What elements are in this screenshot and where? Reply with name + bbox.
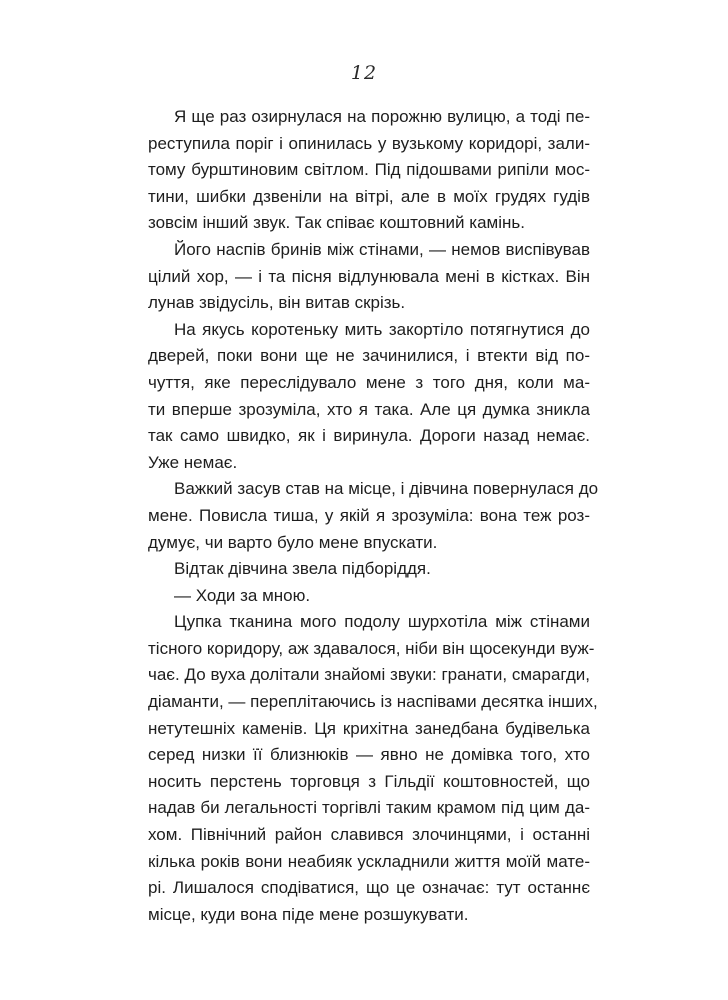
text-line: носить перстень торговця з Гільдії коштовностей, що <box>148 771 590 791</box>
text-line: зовсім інший звук. Так співає коштовний камінь. <box>148 213 525 233</box>
page-number: 12 <box>350 62 378 84</box>
text-line: думує, чи варто було мене впускати. <box>148 532 438 552</box>
text-line: надав би легальності торгівлі таким крамом під цим да- <box>148 798 590 818</box>
body-text <box>148 104 599 928</box>
text-line: — Ходи за мною. <box>174 585 311 605</box>
text-line: Важкий засув став на місце, і дівчина повернулася до <box>174 479 599 499</box>
text-line: реступила поріг і опинилась у вузькому коридорі, зали- <box>148 133 590 153</box>
paragraph <box>148 237 590 317</box>
text-line: лунав звідусіль, він витав скрізь. <box>148 293 406 313</box>
text-line: Відтак дівчина звела підборіддя. <box>174 559 431 579</box>
paragraph <box>148 476 599 556</box>
text-line: хом. Північний район славився злочинцями, і останні <box>148 825 590 845</box>
paragraph <box>148 583 590 610</box>
text-line: дверей, поки вони ще не зачинилися, і втекти від по- <box>148 346 590 366</box>
text-line: На якусь коротеньку мить закортіло потягнутися до <box>174 319 590 339</box>
text-line: ти вперше зрозуміла, хто я така. Але ця думка зникла <box>148 399 590 419</box>
text-line: так само швидко, як і виринула. Дороги назад немає. <box>148 426 590 446</box>
text-line: кілька років вони неабияк ускладнили життя моїй мате- <box>148 851 590 871</box>
text-line: мене. Повисла тиша, у якій я зрозуміла: вона теж роз- <box>148 505 590 525</box>
paragraph <box>148 317 590 477</box>
text-line: Цупка тканина мого подолу шурхотіла між стінами <box>174 612 590 632</box>
text-line: нетутешніх каменів. Ця крихітна занедбана будівелька <box>148 718 590 738</box>
text-line: Його наспів бринів між стінами, — немов виспівував <box>174 239 590 259</box>
text-line: місце, куди вона піде мене розшукувати. <box>148 904 469 924</box>
text-line: цілий хор, — і та пісня відлунювала мені в кістках. Він <box>148 266 590 286</box>
text-line: тини, шибки дзвеніли на вітрі, але в моїх грудях гудів <box>148 186 590 206</box>
paragraph <box>148 556 590 583</box>
paragraph <box>148 104 590 237</box>
text-line: діаманти, — переплітаючись із наспівами десятка інших, <box>148 692 598 712</box>
text-line: рі. Лишалося сподіватися, що це означає: тут останнє <box>148 878 590 898</box>
text-line: серед низки її близнюків — явно не домівка того, хто <box>148 745 590 765</box>
text-line: Уже немає. <box>148 452 238 472</box>
paragraph <box>148 609 598 928</box>
text-line: Я ще раз озирнулася на порожню вулицю, а тоді пе- <box>174 107 590 126</box>
text-line: тому бурштиновим світлом. Під підошвами рипіли мос- <box>148 160 590 180</box>
text-line: тісного коридору, аж здавалося, ніби він щосекунди вуж- <box>148 638 595 658</box>
text-line: чає. До вуха долітали знайомі звуки: гранати, смарагди, <box>148 665 590 685</box>
text-line: чуття, яке переслідувало мене з того дня, коли ма- <box>148 372 590 392</box>
